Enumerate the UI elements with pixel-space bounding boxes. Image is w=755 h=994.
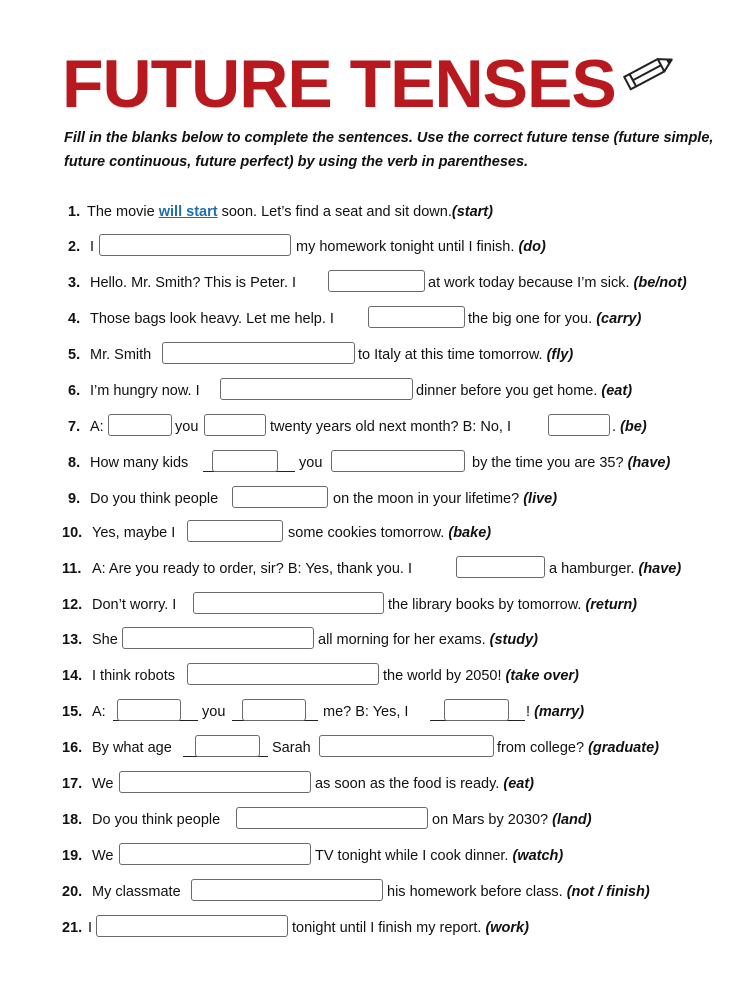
worksheet-title: FUTURE TENSES [62,46,616,122]
sentence-start: The movie [87,204,155,220]
verb-hint: (live) [523,491,558,507]
sentence-end [292,920,529,936]
sentence-start: By what age [92,740,172,756]
sentence-end-text: as soon as the food is ready. [315,776,500,792]
sentence-middle-2: twenty years old next month? B: No, I [270,419,511,435]
sentence-start: We [92,848,114,864]
question-number: 2. [68,239,81,255]
answer-box-2[interactable] [319,735,494,757]
sentence-start: Those bags look heavy. Let me help. I [90,311,334,327]
answer-box-1[interactable] [108,414,172,436]
sentence-end-text: his homework before class. [387,884,563,900]
sentence-end [333,491,557,507]
question-number: 11. [62,561,82,577]
verb-hint: (graduate) [588,740,659,756]
question-13 [0,621,755,655]
speaker-a: A: [90,419,104,435]
verb-hint: (do) [518,239,546,255]
answer-box-1[interactable] [99,234,291,256]
sentence-end-text: the library books by tomorrow. [388,597,582,613]
answer-box-1[interactable] [191,879,383,901]
question-number: 15. [62,704,83,720]
sentence-start: She [92,632,118,648]
answer-box-2[interactable] [331,450,465,472]
sentence-end-text: my homework tonight until I finish. [296,239,515,255]
sentence-end [387,884,650,900]
sentence-start: My classmate [92,884,181,900]
sentence-middle: you [299,455,323,471]
sentence-end-text: on the moon in your lifetime? [333,491,520,507]
verb-hint: (study) [489,632,538,648]
answer-box-1[interactable] [220,378,413,400]
answer-box-1[interactable] [195,735,260,757]
sentence-end-text: at work today because I’m sick. [428,275,630,291]
sentence-end-text: dinner before you get home. [416,383,598,399]
sentence-middle-2: me? B: Yes, I [323,704,409,720]
answer-box-1[interactable] [187,520,283,542]
question-number: 6. [68,383,81,399]
answer-box-2[interactable] [204,414,266,436]
sentence-end-text: ! [526,704,531,720]
sentence-end [358,347,573,363]
sentence-end-text: by the time you are 35? [472,455,624,471]
question-16 [0,729,755,763]
question-5 [0,336,755,370]
answer-box-1[interactable] [119,843,311,865]
sentence-end [428,275,687,291]
question-10 [0,514,755,548]
question-number: 13. [62,632,83,648]
question-2 [0,228,755,262]
sentence-start: We [92,776,114,792]
sentence-end [416,383,632,399]
sentence-start: I think robots [92,668,176,684]
sentence-end [288,525,491,541]
question-3 [0,264,755,298]
question-number: 17. [62,776,83,792]
answer-box-2[interactable] [242,699,306,721]
sentence-middle: Sarah [272,740,311,756]
verb-hint: (not / finish) [566,884,650,900]
verb-hint: (eat) [601,383,633,399]
sentence-end [612,419,647,435]
question-7 [0,408,755,442]
question-number: 16. [62,740,83,756]
answer-box-1[interactable] [232,486,328,508]
sentence-end [388,597,637,613]
question-15 [0,693,755,727]
sentence-end: soon. Let’s find a seat and sit down. [221,204,452,220]
question-19 [0,837,755,871]
pencil-icon [622,48,678,92]
sentence-end-text: tonight until I finish my report. [292,920,482,936]
sentence-end-text: a hamburger. [549,561,635,577]
question-text [87,204,493,220]
sentence-end [432,812,592,828]
answer-box-1[interactable] [236,807,428,829]
question-number: 8. [68,455,81,471]
sentence-end-text: the big one for you. [468,311,593,327]
verb-hint: (fly) [546,347,574,363]
sentence-end [472,455,670,471]
answer-box-3[interactable] [444,699,509,721]
answer-box-1[interactable] [212,450,278,472]
sentence-start: Hello. Mr. Smith? This is Peter. I [90,275,297,291]
question-number: 21. [62,920,83,936]
sentence-end [318,632,538,648]
question-number: 18. [62,812,83,828]
example-answer: will start [158,204,218,220]
question-12 [0,586,755,620]
sentence-start: How many kids [90,455,189,471]
verb-hint: (watch) [512,848,564,864]
sentence-end [315,776,534,792]
question-9 [0,480,755,514]
question-number: 12. [62,597,83,613]
answer-box-1[interactable] [96,915,288,937]
sentence-end-text: to Italy at this time tomorrow. [358,347,543,363]
sentence-start: Do you think people [90,491,219,507]
sentence-end [296,239,546,255]
answer-box-1[interactable] [119,771,311,793]
answer-box-1[interactable] [193,592,384,614]
verb-hint: (marry) [534,704,585,720]
question-number: 1. [68,204,81,220]
question-18 [0,801,755,835]
question-number: 9. [68,491,81,507]
sentence-end-text: . [612,419,617,435]
sentence-start: I [88,920,93,936]
verb-hint: (be/not) [633,275,687,291]
answer-box-1[interactable] [456,556,545,578]
sentence-start: I’m hungry now. I [90,383,200,399]
sentence-start: I [90,239,95,255]
sentence-end-text: on Mars by 2030? [432,812,549,828]
answer-box-3[interactable] [548,414,610,436]
question-number: 19. [62,848,83,864]
verb-hint: (land) [552,812,592,828]
speaker-a: A: [92,704,106,720]
sentence-start: Don’t worry. I [92,597,177,613]
question-number: 10. [62,525,83,541]
sentence-middle: you [175,419,199,435]
question-17 [0,765,755,799]
answer-box-1[interactable] [122,627,314,649]
sentence-end [526,704,584,720]
sentence-end-text: from college? [497,740,585,756]
verb-hint: (return) [585,597,638,613]
verb-hint: (be) [620,419,647,435]
question-8 [0,444,755,478]
question-4 [0,300,755,334]
sentence-start: A: Are you ready to order, sir? B: Yes, thank you. I [92,561,412,577]
instructions: Fill in the blanks below to complete the sentences. Use the correct future tense (future simple, future continuous, future perfect) by using the verb in parentheses. [64,130,714,170]
answer-box-1[interactable] [117,699,181,721]
sentence-start: Mr. Smith [90,347,152,363]
verb-hint: (bake) [448,525,492,541]
question-14 [0,657,755,691]
answer-box-1[interactable] [368,306,465,328]
question-number: 7. [68,419,81,435]
verb-hint: (work) [485,920,529,936]
question-20 [0,873,755,907]
sentence-middle: you [202,704,226,720]
sentence-end [383,668,579,684]
sentence-end [315,848,563,864]
verb-hint: (eat) [503,776,534,792]
sentence-end-text: all morning for her exams. [318,632,486,648]
sentence-end [468,311,641,327]
question-number: 14. [62,668,83,684]
question-1 [0,193,755,227]
sentence-end-text: the world by 2050! [383,668,502,684]
question-number: 4. [68,311,81,327]
question-11 [0,550,755,584]
sentence-end [497,740,659,756]
sentence-start: Do you think people [92,812,221,828]
question-6 [0,372,755,406]
sentence-start: Yes, maybe I [92,525,176,541]
sentence-end [549,561,681,577]
question-number: 5. [68,347,81,363]
question-number: 20. [62,884,83,900]
answer-box-1[interactable] [328,270,425,292]
question-number: 3. [68,275,81,291]
verb-hint: (have) [627,455,671,471]
answer-box-1[interactable] [162,342,355,364]
sentence-end-text: some cookies tomorrow. [288,525,445,541]
question-21 [0,909,755,943]
verb-hint: (start) [451,204,493,220]
answer-box-1[interactable] [187,663,379,685]
verb-hint: (have) [638,561,682,577]
verb-hint: (carry) [596,311,642,327]
verb-hint: (take over) [505,668,579,684]
sentence-end-text: TV tonight while I cook dinner. [315,848,509,864]
